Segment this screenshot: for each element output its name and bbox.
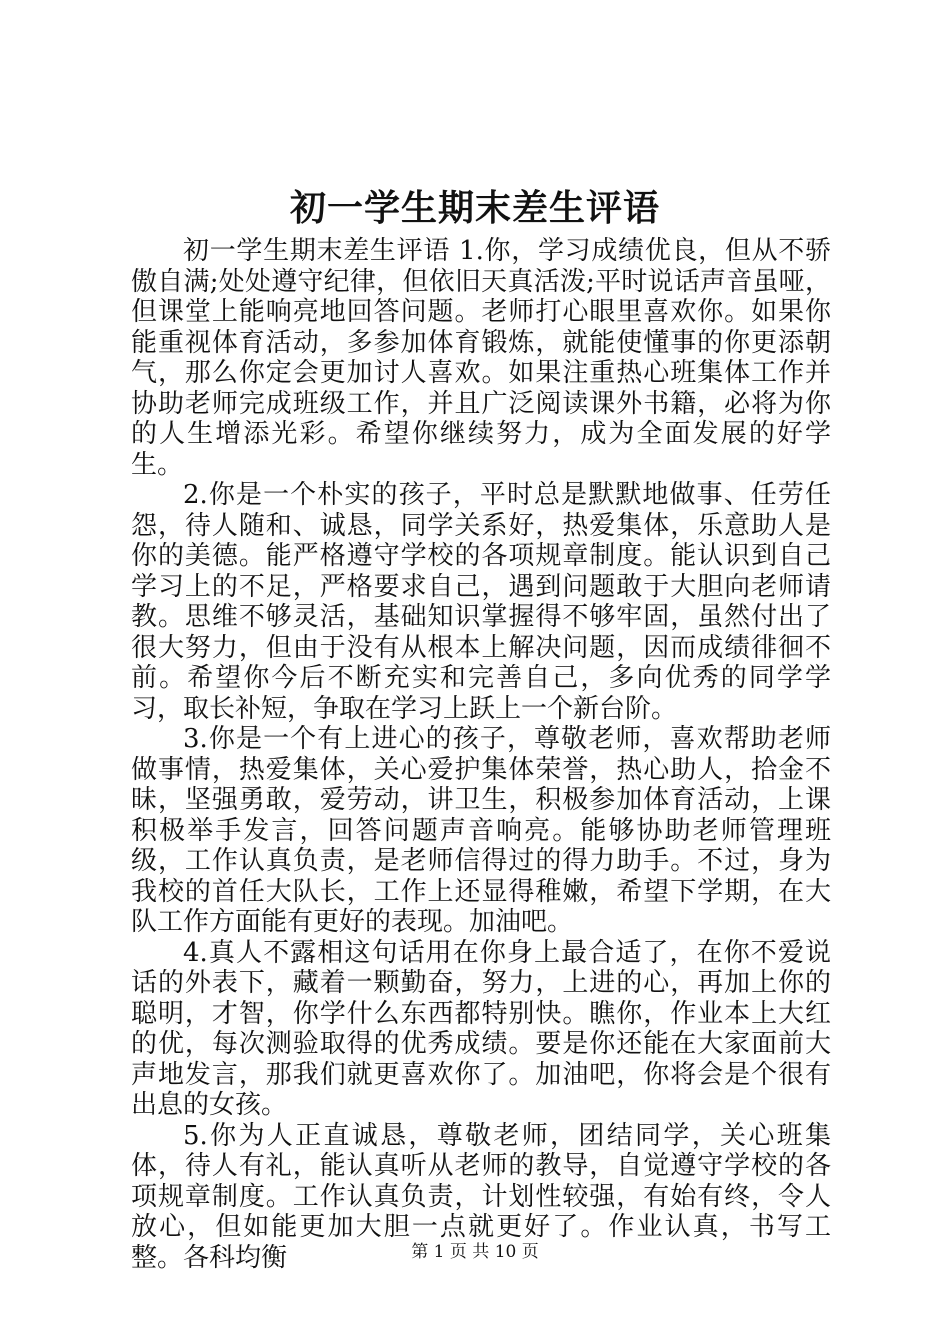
paragraph-2: 2.你是一个朴实的孩子，平时总是默默地做事、任劳任怨，待人随和、诚恳，同学关系好，热爱集体，乐意助人是你的美德。能严格遵守学校的各项规章制度。能认识到自己学习上的不足，严格要求自己，遇到问题敢于大胆向老师请教。思维不够灵活，基础知识掌握得不够牢固，虽然付出了很大努力，但由于没有从根本上解决问题，因而成绩徘徊不前。希望你今后不断充实和完善自己，多向优秀的同学学习，取长补短，争取在学习上跃上一个新台阶。 [131,480,831,724]
page-footer: 第 1 页 共 10 页 [411,1242,539,1262]
document-body [131,236,831,1273]
paragraph-3: 3.你是一个有上进心的孩子，尊敬老师，喜欢帮助老师做事情，热爱集体，关心爱护集体荣誉，热心助人，拾金不昧，坚强勇敢，爱劳动，讲卫生，积极参加体育活动，上课积极举手发言，回答问题声音响亮。能够协助老师管理班级，工作认真负责，是老师信得过的得力助手。不过，身为我校的首任大队长，工作上还显得稚嫩，希望下学期，在大队工作方面能有更好的表现。加油吧。 [131,724,831,937]
paragraph-5: 5.你为人正直诚恳，尊敬老师，团结同学，关心班集体，待人有礼，能认真听从老师的教导，自觉遵守学校的各项规章制度。工作认真负责，计划性较强，有始有终，令人放心，但如能更加大胆一点就更好了。作业认真，书写工整。各科均衡 [131,1120,831,1273]
paragraph-4: 4.真人不露相这句话用在你身上最合适了，在你不爱说话的外表下，藏着一颗勤奋，努力，上进的心，再加上你的聪明，才智，你学什么东西都特别快。瞧你，作业本上大红的优，每次测验取得的优秀成绩。要是你还能在大家面前大声地发言，那我们就更喜欢你了。加油吧，你将会是个很有出息的女孩。 [131,937,831,1120]
document-title: 初一学生期末差生评语 [289,187,660,229]
paragraph-1: 初一学生期末差生评语 1.你，学习成绩优良，但从不骄傲自满;处处遵守纪律，但依旧天真活泼;平时说话声音虽哑，但课堂上能响亮地回答问题。老师打心眼里喜欢你。如果你能重视体育活动，多参加体育锻炼，就能使懂事的你更添朝气，那么你定会更加讨人喜欢。如果注重热心班集体工作并协助老师完成班级工作，并且广泛阅读课外书籍，必将为你的人生增添光彩。希望你继续努力，成为全面发展的好学生。 [131,236,831,480]
